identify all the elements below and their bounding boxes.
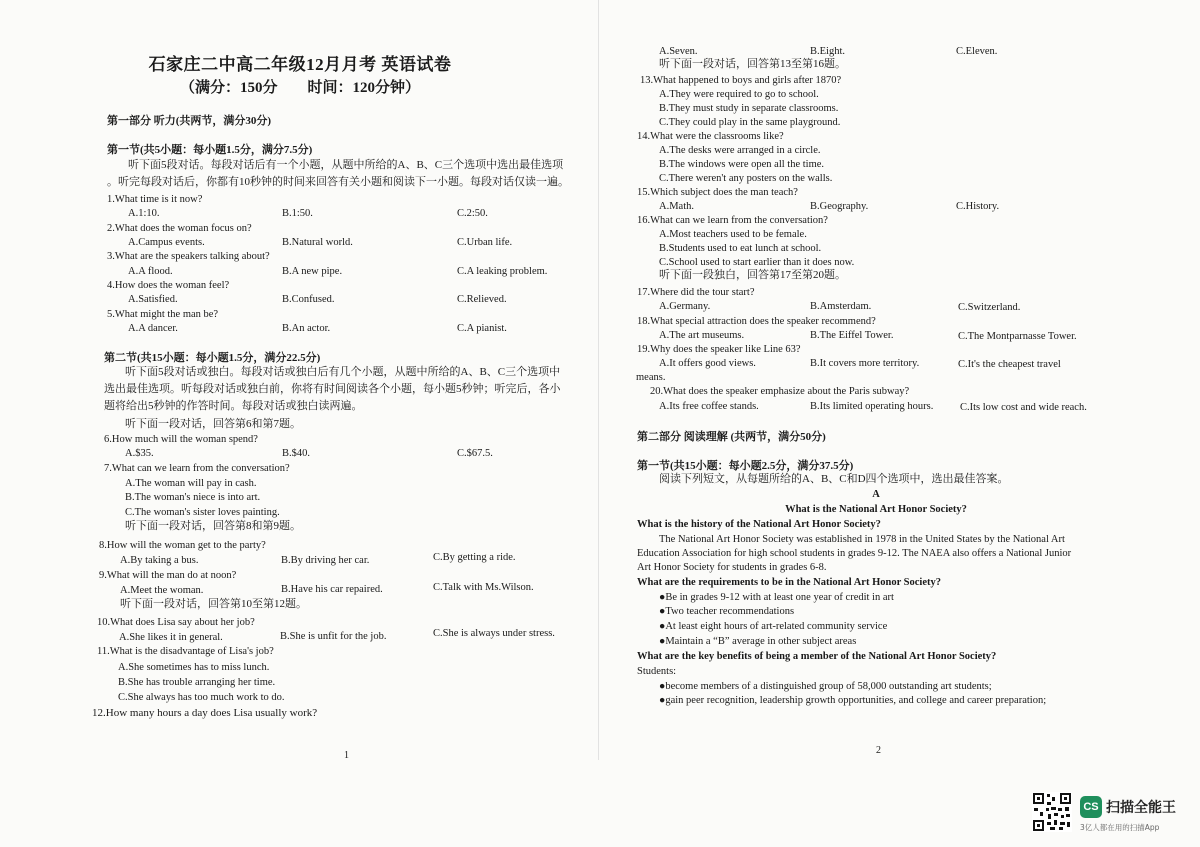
- q13-option-a: A.They were required to go to school.: [659, 89, 819, 100]
- history-line-1: The National Art Honor Society was established in 1978 in the United States by the National Art: [659, 534, 1065, 545]
- q10-option-a: A.She likes it in general.: [119, 632, 223, 643]
- q5-option-a: A.A dancer.: [128, 323, 178, 334]
- q6-option-a: A.$35.: [125, 448, 154, 459]
- requirement-item: ●At least eight hours of art-related community service: [659, 621, 888, 632]
- q18-option-a: A.The art museums.: [659, 330, 745, 341]
- q5-option-c: C.A pianist.: [457, 323, 507, 334]
- q9-option-b: B.Have his car repaired.: [281, 584, 383, 595]
- q2-option-c: C.Urban life.: [457, 237, 513, 248]
- question-2: 2.What does the woman focus on?: [107, 223, 252, 234]
- question-6: 6.How much will the woman spend?: [104, 434, 258, 445]
- section1-instructions-2: 。听完每段对话后，你都有10秒钟的时间来回答有关小题和阅读下一小题。每段对话仅读一遍。: [107, 176, 569, 188]
- reading-section1-instructions: 阅读下列短文，从每题所给的A、B、C和D四个选项中，选出最佳答案。: [659, 473, 1009, 485]
- question-13: 13.What happened to boys and girls after 1870?: [640, 75, 842, 86]
- exam-subtitle: （满分：150分 时间：120分钟）: [179, 80, 420, 96]
- q8-option-a: A.By taking a bus.: [120, 555, 199, 566]
- q7-option-a: A.The woman will pay in cash.: [125, 478, 257, 489]
- question-1: 1.What time is it now?: [107, 194, 203, 205]
- q1-option-a: A.1:10.: [128, 208, 160, 219]
- history-line-2: Education Association for high school students in grades 9-12. The NAEA also offers a National Junior: [637, 548, 1072, 559]
- q13-option-c: C.They could play in the same playground.: [659, 117, 841, 128]
- q9-option-a: A.Meet the woman.: [120, 585, 204, 596]
- q4-option-c: C.Relieved.: [457, 294, 507, 305]
- q1-option-b: B.1:50.: [282, 208, 313, 219]
- question-3: 3.What are the speakers talking about?: [107, 251, 270, 262]
- q10-option-b: B.She is unfit for the job.: [280, 631, 387, 642]
- question-19: 19.Why does the speaker like Line 63?: [637, 344, 801, 355]
- q1-option-c: C.2:50.: [457, 208, 488, 219]
- q11-option-a: A.She sometimes has to miss lunch.: [118, 662, 270, 673]
- heading-requirements: What are the requirements to be in the National Art Honor Society?: [637, 577, 941, 588]
- q3-option-b: B.A new pipe.: [282, 266, 343, 277]
- question-9: 9.What will the man do at noon?: [99, 570, 237, 581]
- section1-instructions-1: 听下面5段对话。每段对话后有一个小题，从题中所给的A、B、C三个选项中选出最佳选项: [128, 159, 564, 171]
- passage-title: What is the National Art Honor Society?: [785, 504, 967, 515]
- q20-option-a: A.Its free coffee stands.: [659, 401, 759, 412]
- section2-instructions-2: 选出最佳选项。听每段对话或独白前，你将有时间阅读各个小题，每小题5秒钟；听完后，各小: [104, 383, 561, 395]
- q15-option-b: B.Geography.: [810, 201, 869, 212]
- question-20: 20.What does the speaker emphasize about the Paris subway?: [650, 386, 910, 397]
- q14-option-b: B.The windows were open all the time.: [659, 159, 825, 170]
- reading-section1-heading: 第一节(共15小题：每小题2.5分，满分37.5分): [637, 460, 854, 472]
- q7-option-b: B.The woman's niece is into art.: [125, 492, 261, 503]
- q12-option-a: A.Seven.: [659, 46, 698, 57]
- page-number-2: 2: [876, 745, 881, 756]
- question-5: 5.What might the man be?: [107, 309, 219, 320]
- listen-6-7: 听下面一段对话，回答第6和第7题。: [125, 418, 301, 430]
- page-2: [600, 0, 1200, 847]
- question-14: 14.What were the classrooms like?: [637, 131, 784, 142]
- q11-option-c: C.She always has too much work to do.: [118, 692, 285, 703]
- q17-option-c: C.Switzerland.: [958, 302, 1021, 313]
- q14-option-c: C.There weren't any posters on the walls.: [659, 173, 833, 184]
- q20-option-c: C.Its low cost and wide reach.: [960, 402, 1087, 413]
- listen-10-12: 听下面一段对话，回答第10至第12题。: [120, 598, 307, 610]
- question-10: 10.What does Lisa say about her job?: [97, 617, 255, 628]
- q18-option-b: B.The Eiffel Tower.: [810, 330, 894, 341]
- q19-option-c: C.It's the cheapest travel: [958, 359, 1061, 370]
- question-4: 4.How does the woman feel?: [107, 280, 230, 291]
- q2-option-a: A.Campus events.: [128, 237, 205, 248]
- q10-option-c: C.She is always under stress.: [433, 628, 555, 639]
- q12-option-b: B.Eight.: [810, 46, 846, 57]
- q18-option-c: C.The Montparnasse Tower.: [958, 331, 1077, 342]
- question-15: 15.Which subject does the man teach?: [637, 187, 798, 198]
- listen-13-16: 听下面一段对话，回答第13至第16题。: [659, 58, 846, 70]
- q16-option-a: A.Most teachers used to be female.: [659, 229, 807, 240]
- question-12: 12.How many hours a day does Lisa usually work?: [92, 707, 318, 719]
- listen-17-20: 听下面一段独白，回答第17至第20题。: [659, 269, 846, 281]
- section2-instructions-1: 听下面5段对话或独白。每段对话或独白后有几个小题，从题中所给的A、B、C三个选项中: [125, 366, 561, 378]
- q12-option-c: C.Eleven.: [956, 46, 998, 57]
- qr-code-icon: [1032, 792, 1072, 832]
- q8-option-c: C.By getting a ride.: [433, 552, 516, 563]
- q16-option-c: C.School used to start earlier than it does now.: [659, 257, 855, 268]
- question-8: 8.How will the woman get to the party?: [99, 540, 266, 551]
- question-7: 7.What can we learn from the conversation?: [104, 463, 290, 474]
- section1-heading: 第一节(共5小题：每小题1.5分，满分7.5分): [107, 144, 313, 156]
- q6-option-c: C.$67.5.: [457, 448, 493, 459]
- heading-history: What is the history of the National Art Honor Society?: [637, 519, 881, 530]
- q2-option-b: B.Natural world.: [282, 237, 353, 248]
- benefit-item: ●gain peer recognition, leadership growth opportunities, and college and career preparation;: [659, 695, 1047, 706]
- part2-heading: 第二部分 阅读理解 (共两节，满分50分): [637, 431, 826, 443]
- q4-option-a: A.Satisfied.: [128, 294, 178, 305]
- q4-option-b: B.Confused.: [282, 294, 335, 305]
- heading-benefits: What are the key benefits of being a member of the National Art Honor Society?: [637, 651, 997, 662]
- q7-option-c: C.The woman's sister loves painting.: [125, 507, 280, 518]
- q13-option-b: B.They must study in separate classrooms.: [659, 103, 839, 114]
- students-label: Students:: [637, 666, 677, 677]
- q15-option-c: C.History.: [956, 201, 1000, 212]
- q5-option-b: B.An actor.: [282, 323, 331, 334]
- q17-option-b: B.Amsterdam.: [810, 301, 872, 312]
- question-17: 17.Where did the tour start?: [637, 287, 755, 298]
- camscanner-logo-icon: CS: [1080, 796, 1102, 818]
- q15-option-a: A.Math.: [659, 201, 694, 212]
- question-11: 11.What is the disadvantage of Lisa's job?: [97, 646, 274, 657]
- q20-option-b: B.Its limited operating hours.: [810, 401, 934, 412]
- requirement-item: ●Maintain a “B” average in other subject areas: [659, 636, 857, 647]
- q11-option-b: B.She has trouble arranging her time.: [118, 677, 276, 688]
- q17-option-a: A.Germany.: [659, 301, 711, 312]
- history-line-3: Art Honor Society for students in grades 6-8.: [637, 562, 827, 573]
- exam-title: 石家庄二中高二年级12月月考 英语试卷: [148, 55, 452, 74]
- question-18: 18.What special attraction does the speaker recommend?: [637, 316, 876, 327]
- page-number-1: 1: [344, 750, 349, 761]
- q6-option-b: B.$40.: [282, 448, 311, 459]
- question-16: 16.What can we learn from the conversation?: [637, 215, 828, 226]
- q16-option-b: B.Students used to eat lunch at school.: [659, 243, 822, 254]
- q19-option-c-cont: means.: [636, 372, 666, 383]
- q3-option-c: C.A leaking problem.: [457, 266, 548, 277]
- camscanner-name: 扫描全能王: [1106, 800, 1176, 816]
- listen-8-9: 听下面一段对话，回答第8和第9题。: [125, 520, 301, 532]
- section2-heading: 第二节(共15小题：每小题1.5分，满分22.5分): [104, 352, 321, 364]
- part1-heading: 第一部分 听力(共两节，满分30分): [107, 115, 272, 127]
- q3-option-a: A.A flood.: [128, 266, 173, 277]
- requirement-item: ●Two teacher recommendations: [659, 606, 795, 617]
- requirement-item: ●Be in grades 9-12 with at least one year of credit in art: [659, 592, 894, 603]
- q14-option-a: A.The desks were arranged in a circle.: [659, 145, 821, 156]
- benefit-item: ●become members of a distinguished group of 58,000 outstanding art students;: [659, 681, 992, 692]
- q19-option-b: B.It covers more territory.: [810, 358, 920, 369]
- q9-option-c: C.Talk with Ms.Wilson.: [433, 582, 534, 593]
- q8-option-b: B.By driving her car.: [281, 555, 370, 566]
- passage-letter: A: [872, 489, 880, 500]
- camscanner-tagline: 3亿人都在用的扫描App: [1080, 823, 1160, 832]
- q19-option-a: A.It offers good views.: [659, 358, 756, 369]
- section2-instructions-3: 题将给出5秒钟的作答时间。每段对话或独白读两遍。: [104, 400, 363, 412]
